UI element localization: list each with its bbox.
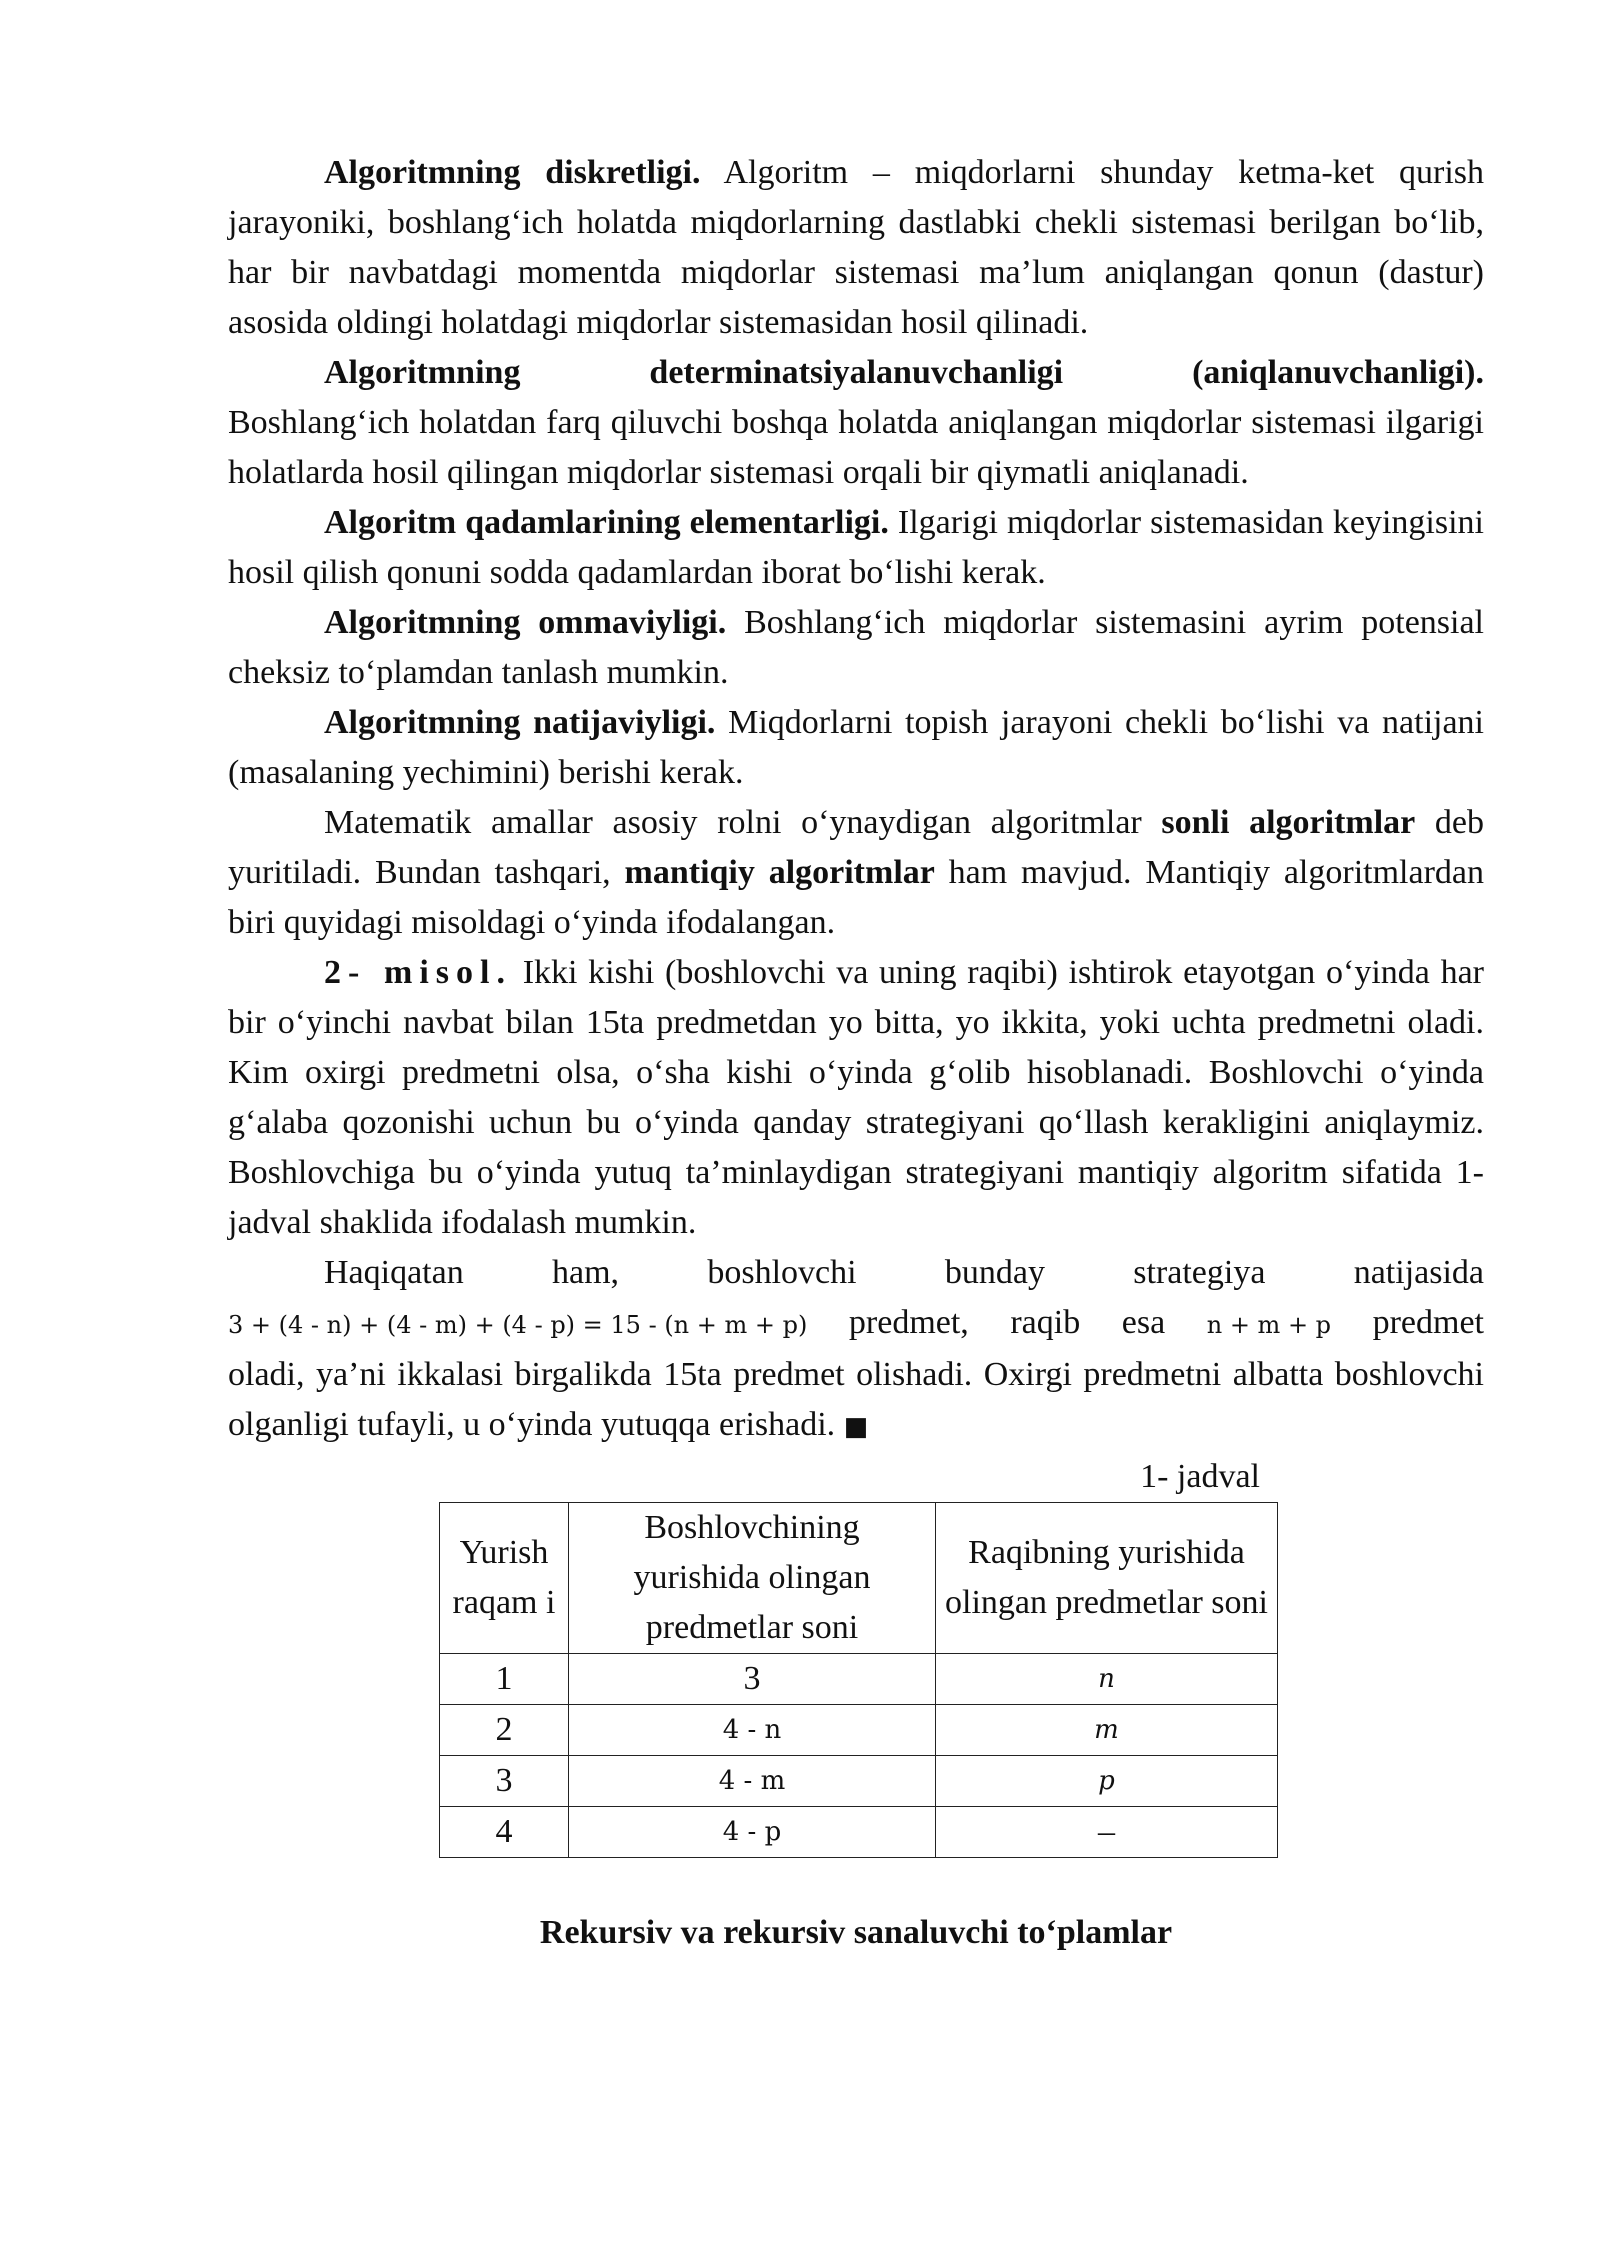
- table-cell: –: [936, 1807, 1278, 1858]
- table-cell: 4 - n: [569, 1705, 936, 1756]
- table-cell: 1: [440, 1654, 569, 1705]
- table-cell: 3: [569, 1654, 936, 1705]
- example-title: 2- misol.: [324, 954, 512, 991]
- word-esa: esa: [1121, 1304, 1166, 1341]
- table-cell: n: [936, 1654, 1278, 1705]
- table-cell: 3: [440, 1756, 569, 1807]
- paragraph-discreteness: [228, 148, 1484, 348]
- proof-line-1: Haqiqatan ham, boshlovchi bunday strategiya natijasida: [324, 1254, 1484, 1291]
- table-cell: 2: [440, 1705, 569, 1756]
- paragraph-effectiveness: [228, 698, 1484, 798]
- formula-leader-count: 3 + (4 - n) + (4 - m) + (4 - p) = 15 - (n + m + p): [228, 1311, 808, 1339]
- table-cell: 4 - p: [569, 1807, 936, 1858]
- column-header-opponent-items: Raqibning yurishida olingan predmetlar soni: [936, 1503, 1278, 1654]
- column-header-move-number: Yurish raqam i: [440, 1503, 569, 1654]
- paragraph-text: Ilgarigi miqdorlar sistemasidan keyingisini hosil qilish qonuni sodda qadamlardan iborat bo‘lishi kerak.: [228, 504, 1484, 591]
- term-numeric-algorithms: sonli algoritmlar: [1161, 804, 1416, 841]
- word-predmet: predmet,: [848, 1304, 969, 1341]
- table-caption: 1- jadval: [1140, 1458, 1260, 1495]
- term-title: Algoritmning determinatsiyalanuvchanligi (aniqlanuvchanligi).: [324, 354, 1484, 391]
- table-header-row: [440, 1503, 1278, 1654]
- paragraph-text: Ikki kishi (boshlovchi va uning raqibi) ishtirok etayotgan o‘yinda har bir o‘yinchi navbat bilan 15ta predmetdan yo bitta, yo ikkita, yoki uchta predmetni oladi. Kim oxirgi predmetni olsa, o‘sha kishi o‘yinda g‘olib hisoblanadi. Boshlovchi o‘yinda g‘alaba qozonishi uchun bu o‘yinda qanday strategiyani qo‘llash kerakligini aniqlaymiz. Boshlovchiga bu o‘yinda yutuq ta’minlaydigan strategiyani mantiqiy algoritm sifatida 1- jadval shaklida ifodalash mumkin.: [228, 954, 1484, 1241]
- word-predmet-2: predmet: [1372, 1304, 1484, 1341]
- term-title: Algoritmning ommaviyligi.: [324, 604, 727, 641]
- table-row: [440, 1705, 1278, 1756]
- table-cell: p: [936, 1756, 1278, 1807]
- table-cell: 4 - m: [569, 1756, 936, 1807]
- paragraph-text: Algoritm – miqdorlarni shunday ketma-ket qurish jarayoniki, boshlang‘ich holatda miqdorlarning dastlabki chekli sistemasi berilgan bo‘lib, har bir navbatdagi momentda miqdorlar sistemasi ma’lum aniqlangan qonun (dastur) asosida oldingi holatdagi miqdorlar sistemasidan hosil qilinadi.: [228, 154, 1485, 341]
- table-cell: m: [936, 1705, 1278, 1756]
- section-heading: Rekursiv va rekursiv sanaluvchi to‘plamlar: [539, 1914, 1173, 1951]
- paragraph-text: Boshlang‘ich miqdorlar sistemasini ayrim potensial cheksiz to‘plamdan tanlash mumkin.: [228, 604, 1484, 691]
- end-of-proof-mark: ■: [843, 1412, 869, 1442]
- word-raqib: raqib: [1010, 1304, 1081, 1341]
- table-row: [440, 1807, 1278, 1858]
- document-page: [228, 148, 1484, 1992]
- paragraph-text: Matematik amallar asosiy rolni o‘ynaydigan algoritmlar: [324, 804, 1162, 841]
- table-row: [440, 1654, 1278, 1705]
- paragraph-massness: [228, 598, 1484, 698]
- paragraph-text: deb yuritiladi. Bundan tashqari,: [228, 804, 1484, 891]
- formula-opponent-count: n + m + p: [1206, 1311, 1332, 1339]
- proof-conclusion: [228, 1350, 1484, 1452]
- paragraph-text: Boshlang‘ich holatdan farq qiluvchi boshqa holatda aniqlangan miqdorlar sistemasi ilgarigi holatlarda hosil qilingan miqdorlar sistemasi orqali bir qiymatli aniqlanadi.: [228, 404, 1484, 491]
- term-title: Algoritm qadamlarining elementarligi.: [324, 504, 889, 541]
- table-row: [440, 1756, 1278, 1807]
- table-cell: 4: [440, 1807, 569, 1858]
- paragraph-elementarity: [228, 498, 1484, 598]
- paragraph-determinism: [228, 348, 1484, 498]
- proof-formula-line: [228, 1298, 1484, 1350]
- paragraph-algorithm-types: [228, 798, 1484, 948]
- paragraph-proof: [228, 1248, 1484, 1452]
- paragraph-text: ham mavjud. Mantiqiy algoritmlardan biri quyidagi misoldagi o‘yinda ifodalangan.: [228, 854, 1484, 941]
- term-logical-algorithms: mantiqiy algoritmlar: [624, 854, 935, 891]
- term-title: Algoritmning natijaviyligi.: [324, 704, 716, 741]
- paragraph-text: Miqdorlarni topish jarayoni chekli bo‘lishi va natijani (masalaning yechimini) berishi kerak.: [228, 704, 1485, 791]
- term-title: Algoritmning diskretligi.: [324, 154, 701, 191]
- column-header-leader-items: Boshlovchining yurishida olingan predmetlar soni: [569, 1503, 936, 1654]
- strategy-table: [439, 1502, 1278, 1858]
- paragraph-text: oladi, ya’ni ikkalasi birgalikda 15ta predmet olishadi. Oxirgi predmetni albatta boshlovchi olganligi tufayli, u o‘yinda yutuqqa erishadi.: [228, 1356, 1484, 1443]
- paragraph-example-2: [228, 948, 1484, 1248]
